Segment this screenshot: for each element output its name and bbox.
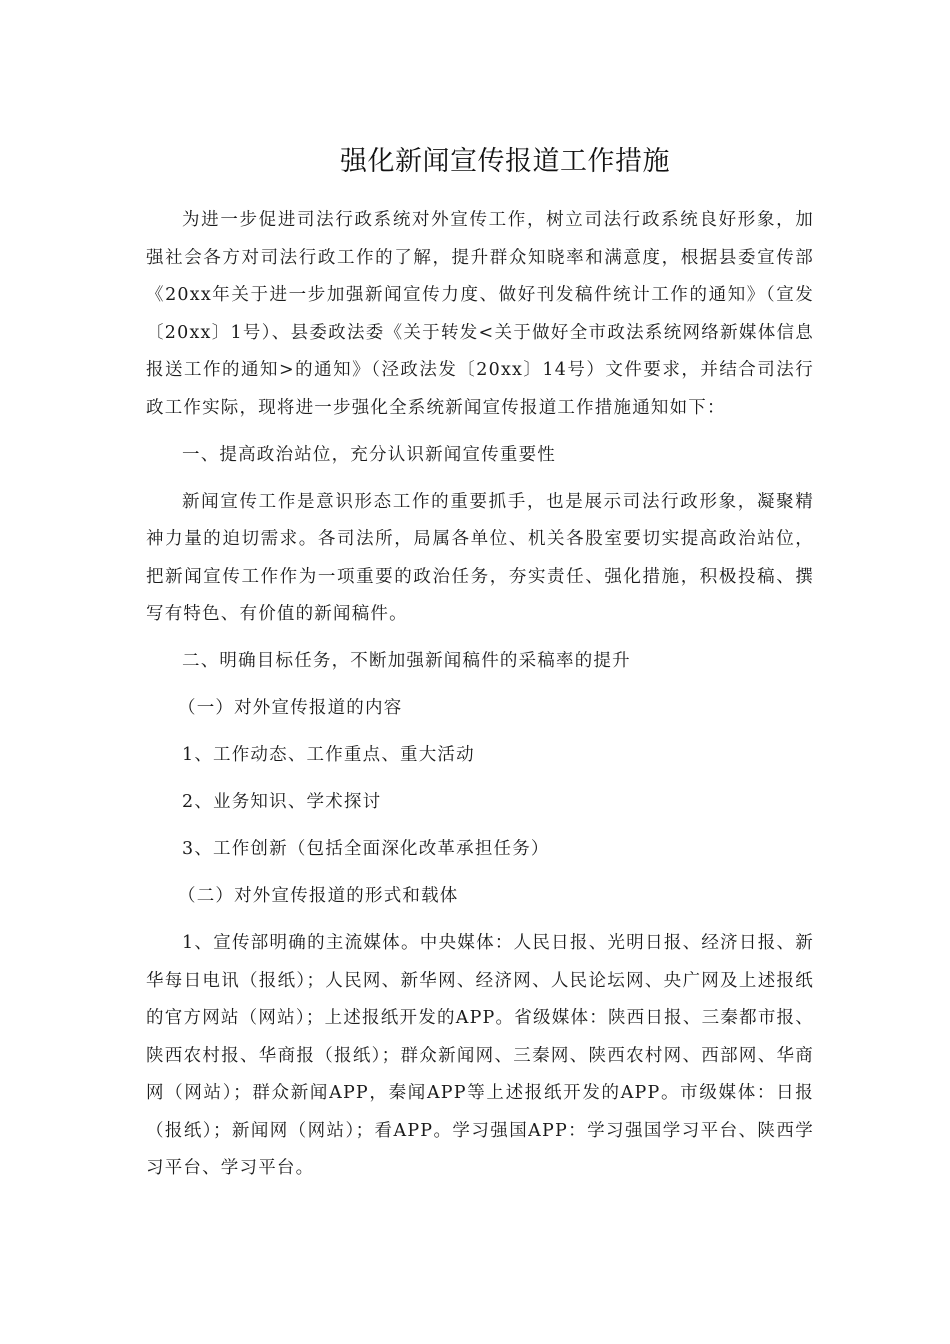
subsection-heading-2: （二）对外宣传报道的形式和载体 bbox=[178, 886, 459, 906]
section-1-paragraph: 新闻宣传工作是意识形态工作的重要抓手，也是展示司法行政形象，凝聚精神力量的迫切需求。各司法所，局属各单位、机关各股室要切实提高政治站位，把新闻宣传工作作为一项重要的政治任务，夯实责任、强化措施，积极投稿、撰写有特色、有价值的新闻稿件。 bbox=[146, 491, 814, 624]
list-item-1: 1、工作动态、工作重点、重大活动 bbox=[182, 745, 475, 765]
list-item-3: 3、工作创新（包括全面深化改革承担任务） bbox=[182, 839, 550, 859]
media-list-paragraph: 1、宣传部明确的主流媒体。中央媒体：人民日报、光明日报、经济日报、新华每日电讯（报纸）；人民网、新华网、经济网、人民论坛网、央广网及上述报纸的官方网站（网站）；上述报纸开发的APP。省级媒体：陕西日报、三秦都市报、陕西农村报、华商报（报纸）；群众新闻网、三秦网、陕西农村网、西部网、华商网（网站）；群众新闻APP，秦闻APP等上述报纸开发的APP。市级媒体：日报（报纸）；新闻网（网站）；看APP。学习强国APP：学习强国学习平台、陕西学习平台、学习平台。 bbox=[146, 933, 814, 1178]
document-title: 强化新闻宣传报道工作措施 bbox=[340, 146, 670, 177]
section-heading-2: 二、明确目标任务，不断加强新闻稿件的采稿率的提升 bbox=[182, 651, 631, 671]
document-body bbox=[146, 202, 814, 1188]
section-heading-1: 一、提高政治站位，充分认识新闻宣传重要性 bbox=[182, 444, 556, 465]
intro-paragraph: 为进一步促进司法行政系统对外宣传工作，树立司法行政系统良好形象，加强社会各方对司法行政工作的了解，提升群众知晓率和满意度，根据县委宣传部《20xx年关于进一步加强新闻宣传力度、做好刊发稿件统计工作的通知》（宣发〔20xx〕1号）、县委政法委《关于转发<关于做好全市政法系统网络新媒体信息报送工作的通知>的通知》（泾政法发〔20xx〕14号）文件要求，并结合司法行政工作实际，现将进一步强化全系统新闻宣传报道工作措施通知如下： bbox=[146, 210, 814, 418]
list-item-2: 2、业务知识、学术探讨 bbox=[182, 792, 382, 812]
subsection-heading-1: （一）对外宣传报道的内容 bbox=[178, 698, 403, 718]
